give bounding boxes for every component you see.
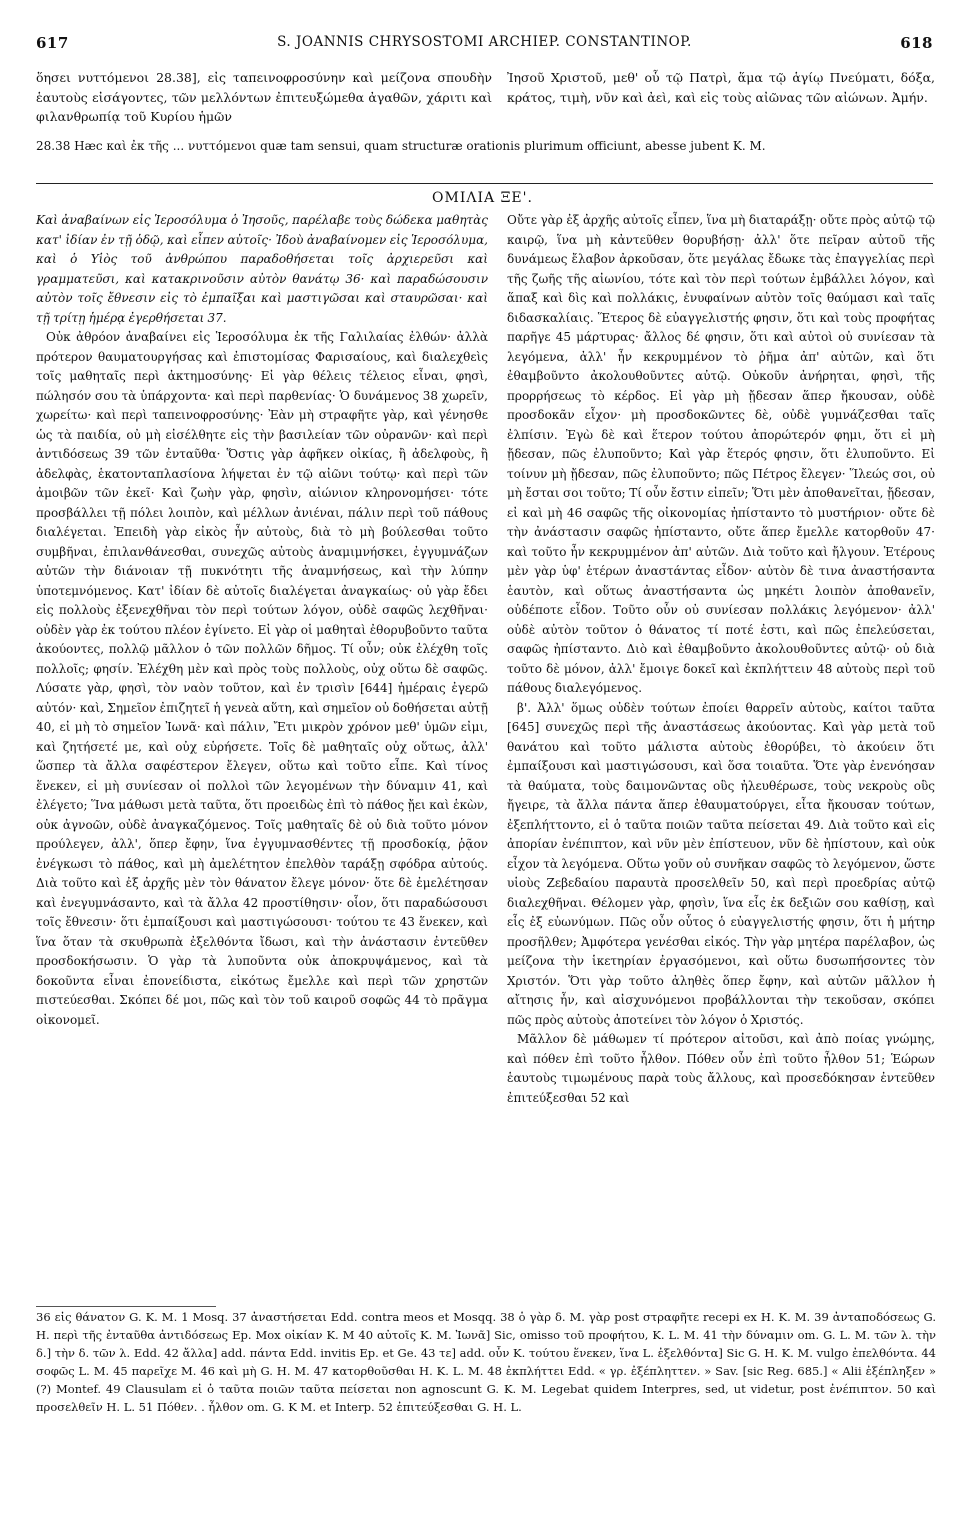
scripture-lemma: Καὶ ἀναβαίνων εἰς Ἱεροσόλυμα ὁ Ἰησοῦς, παρέλαβε τοὺς δώδεκα μαθητὰς κατ' ἰδίαν ἐν τῇ ὁδῷ, καὶ εἶπεν αὐτοῖς· Ἰδοὺ ἀναβαίνομεν εἰς Ἱεροσόλυμα, καὶ ὁ Υἱὸς τοῦ ἀνθρώπου παραδοθήσεται τοῖς ἀρχιερεῦσι καὶ γραμματεῦσι, καὶ κατακρινοῦσιν αὐτὸν θανάτῳ 36· καὶ παραδώσουσιν αὐτὸν τοῖς ἔθνεσιν εἰς τὸ ἐμπαῖξαι καὶ μαστιγῶσαι καὶ σταυρῶσαι· καὶ τῇ τρίτῃ ἡμέρᾳ ἐγερθήσεται 37. — [36, 213, 488, 325]
paragraph: Μᾶλλον δὲ μάθωμεν τί πρότερον αἰτοῦσι, καὶ ἀπὸ ποίας γνώμης, καὶ πόθεν ἐπὶ τοῦτο ἦλθον. Πόθεν οὖν ἐπὶ τοῦτο ἦλθον 51; Ἑώρων ἑαυτοὺς τιμωμένους παρὰ τοὺς ἄλλους, καὶ προσεδόκησαν ἐντεῦθεν ἐπιτεύξεσθαι 52 καὶ — [507, 1032, 935, 1105]
paragraph: β'. Ἀλλ' ὅμως οὐδὲν τούτων ἐποίει θαρρεῖν αὐτοὺς, καίτοι ταῦτα [645] συνεχῶς περὶ τῆς ἀναστάσεως ἀκούοντας. Καὶ γὰρ μετὰ τοῦ θανάτου καὶ τοῦτο μάλιστα αὐτοὺς ἐθορύβει, τὸ ἀκούειν ὅτι ἐμπαίξουσι καὶ μαστιγώσουσι, καὶ ὅσα τοιαῦτα. Ὅτε γὰρ ἐνενόησαν τὰ θαύματα, τοὺς δαιμονῶντας οὓς ἠλευθέρωσε, τοὺς νεκροὺς οὓς ἤγειρε, τὰ ἄλλα πάντα ἅπερ ἐθαυματούργει, εἶτα ἤκουσαν τούτων, ἐξεπλήττοντο, εἰ ὁ ταῦτα ποιῶν ταῦτα πείσεται 49. Διὰ τοῦτο καὶ εἰς ἀπορίαν ἐνέπιπτον, καὶ νῦν μὲν ἐπίστευον, νῦν δὲ ἠπίστουν, καὶ οὐκ εἶχον τὰ λεγόμενα. Οὕτω γοῦν οὐ συνῆκαν σαφῶς τὸ λεγόμενον, ὥστε υἱοὺς Ζεβεδαίου παραυτὰ προσελθεῖν 50, καὶ περὶ προεδρίας αὐτῷ διαλεχθῆναι. Θέλομεν γὰρ, φησὶν, ἵνα εἷς ἐκ δεξιῶν σου καθίσῃ, καὶ εἷς ἐξ εὐωνύμων. Πῶς οὖν οὗτος ὁ εὐαγγελιστής φησιν, ὅτι ἡ μήτηρ προσῆλθεν; Ἀμφότερα γενέσθαι εἰκός. Τὴν γὰρ μητέρα παρέλαβον, ὡς μείζονα τὴν ἱκετηρίαν ἐργασόμενοι, καὶ οὕτω δυσωπήσοντες τὸν Χριστόν. Ὅτι γὰρ τοῦτο ἀληθὲς ὅπερ ἔφην, καὶ αὐτῶν μᾶλλον ἡ αἴτησις ἦν, καὶ αἰσχυνόμενοι προβάλλονται τὴν τεκοῦσαν, σκόπει πῶς πρὸς αὐτοὺς ἀποτείνει τὸν λόγον ὁ Χριστός. — [507, 700, 935, 1027]
paragraph: Οὐκ ἀθρόον ἀναβαίνει εἰς Ἱεροσόλυμα ἐκ τῆς Γαλιλαίας ἐλθών· ἀλλὰ πρότερον θαυματουργήσας καὶ ἐπιστομίσας Φαρισαίους, καὶ διαλεχθεὶς τοῖς μαθηταῖς περὶ ἀκτημοσύνης· Εἰ γὰρ θέλεις τέλειος εἶναι, φησὶ, πώλησόν σου τὰ ὑπάρχοντα· καὶ περὶ παρθενίας· Ὁ δυνάμενος 38 χωρεῖν, χωρείτω· καὶ περὶ ταπεινοφροσύνης· Ἐὰν μὴ στραφῆτε γὰρ, καὶ γένησθε ὡς τὰ παιδία, οὐ μὴ εἰσέλθητε εἰς τὴν βασιλείαν τῶν οὐρανῶν· καὶ περὶ ἀντιδόσεως 39 τῶν ἐνταῦθα· Ὅστις γὰρ ἀφῆκεν οἰκίας, ἢ ἀδελφοὺς, ἢ ἀδελφὰς, ἑκατονταπλασίονα λήψεται ἐν τῷ αἰῶνι τούτῳ· καὶ περὶ τῶν ἀμοιβῶν τῶν ἐκεῖ· Καὶ ζωὴν γὰρ, φησὶν, αἰώνιον κληρονομήσει· τότε προσβάλλει τῇ πόλει λοιπὸν, καὶ μέλλων ἀνιέναι, πάλιν περὶ τοῦ πάθους διαλέγεται. Ἐπειδὴ γὰρ εἰκὸς ἦν αὐτοὺς, διὰ τὸ μὴ βούλεσθαι τοῦτο συμβῆναι, ἐπιλανθάνεσθαι, συνεχῶς αὐτοὺς ἀναμιμνήσκει, ἐγγυμνάζων αὐτῶν τὴν διάνοιαν τῇ πυκνότητι τῆς ἀναμνήσεως, καὶ τὴν λύπην ὑποτεμνόμενος. Κατ' ἰδίαν δὲ αὐτοῖς διαλέγεται ἀναγκαίως· οὐ γὰρ ἔδει εἰς πολλοὺς ἐξενεχθῆναι τὸν περὶ τούτων λόγον, οὐδὲ σαφῶς λεχθῆναι· οὐδὲν γὰρ ἐκ τούτου πλέον ἐγίνετο. Εἰ γὰρ οἱ μαθηταὶ ἐθορυβοῦντο ταῦτα ἀκούοντες, πολλῷ μᾶλλον ὁ τῶν πολλῶν δῆμος. Τί οὖν; οὐκ ἐλέχθη τοῖς πολλοῖς; φησίν. Ἐλέχθη μὲν καὶ πρὸς τοὺς πολλοὺς, οὐχ οὕτω δὲ σαφῶς. Λύσατε γὰρ, φησὶ, τὸν ναὸν τοῦτον, καὶ ἐν τρισὶν [644] ἡμέραις ἐγερῶ αὐτόν· καὶ, Σημεῖον ἐπιζητεῖ ἡ γενεὰ αὕτη, καὶ σημεῖον οὐ δοθήσεται αὐτῇ 40, εἰ μὴ τὸ σημεῖον Ἰωνᾶ· καὶ πάλιν, Ἔτι μικρὸν χρόνον μεθ' ὑμῶν εἰμι, καὶ ζητήσετέ με, καὶ οὐχ εὑρήσετε. Τοῖς δὲ μαθηταῖς οὐχ οὕτως, ἀλλ' ὥσπερ τὰ ἄλλα σαφέστερον ἔλεγεν, οὕτω καὶ τοῦτο εἶπε. Καὶ τίνος ἕνεκεν, εἰ μὴ συνίεσαν οἱ πολλοὶ τῶν λεγομένων τὴν δύναμιν 41, καὶ ἐλέγετο; Ἵνα μάθωσι μετὰ ταῦτα, ὅτι προειδὼς ἐπὶ τὸ πάθος ᾔει καὶ ἑκὼν, οὐκ ἀγνοῶν, οὐδὲ ἀναγκαζόμενος. Τοῖς μαθηταῖς δὲ οὐ διὰ τοῦτο μόνον προύλεγεν, ἀλλ', ὅπερ ἔφην, ἵνα ἐγγυμνασθέντες τῇ προσδοκίᾳ, ῥᾷον ἐνέγκωσι τὸ πάθος, καὶ μὴ ἀμελέτητον ἐπελθὸν ταράξῃ σφόδρα αὐτούς. Διὰ τοῦτο καὶ ἐξ ἀρχῆς μὲν τὸν θάνατον ἔλεγε μόνον· ὅτε δὲ ἐμελέτησαν καὶ ἐνεγυμνάσαντο, καὶ τὰ ἄλλα 42 προστίθησιν· οἷον, ὅτι παραδώσουσι τοῖς ἔθνεσιν· ὅτι ἐμπαίξουσι καὶ μαστιγώσουσι· τούτου τε 43 ἕνεκεν, καὶ ἵνα ὅταν τὰ σκυθρωπὰ ἐξελθόντα ἴδωσι, καὶ τὴν ἀνάστασιν ἐντεῦθεν προσδοκήσωσιν. Ὁ γὰρ τὰ λυποῦντα οὐκ ἀποκρυψάμενος, καὶ τὰ δοκοῦντα εἶναι ἐπονείδιστα, εἰκότως ἔμελλε καὶ περὶ τῶν χρηστῶν πιστεύεσθαι. Σκόπει δέ μοι, πῶς καὶ τὸν τοῦ καιροῦ σοφῶς 44 τὸ πρᾶγμα οἰκονομεῖ. — [36, 330, 488, 1027]
previous-homily-ending-left: ὅησει νυττόμενοι 28.38], εἰς ταπεινοφροσύνην καὶ μείζονα σπουδὴν ἑαυτοὺς εἰσάγοντες, τῶν μελλόντων ἐπιτευξώμεθα ἀγαθῶν, χάριτι καὶ φιλανθρωπίᾳ τοῦ Κυρίου ἡμῶν — [36, 70, 492, 124]
footnote-divider — [36, 1306, 216, 1307]
page-number-right: 618 — [900, 34, 933, 52]
right-column — [507, 211, 935, 1108]
homily-title: ΟΜΙΛΙΑ ΞΕ'. — [432, 190, 533, 206]
left-column — [36, 211, 488, 1030]
footnotes: 36 εἰς θάνατον G. K. M. 1 Mosq. 37 ἀναστήσεται Edd. contra meos et Mosqq. 38 ὁ γὰρ δ. M. γὰρ post στραφῆτε recepi ex H. K. M. 39 ἀνταποδόσεως G. H. περὶ τῆς ἐνταῦθα ἀντιδόσεως Ep. Mox οἰκίαν K. M 40 αὐτοῖς K. M. Ἰωνᾶ] Sic, omisso τοῦ προφήτου, K. L. M. 41 τὴν δύναμιν om. G. L. M. τῶν λ. τὴν δ.] τὴν δ. τῶν λ. Edd. 42 ἄλλα] add. πάντα Edd. invitis Ep. et Ge. 43 τε] add. οὖν K. τούτου ἕνεκεν, ἵνα L. ἐξελθόντα] Sic G. H. K. M. vulgo ἐπελθόντα. 44 σοφῶς L. M. 45 παρεῖχε M. 46 καὶ μὴ G. H. M. 47 κατορθοῦσθαι H. K. L. M. 48 ἐκπλήττει Edd. « γρ. ἐξέπληττεν. » Sav. [sic Reg. 685.] « Alii ἐξέπληξεν » (?) Montef. 49 Clausulam εἰ ὁ ταῦτα ποιῶν ταῦτα πείσεται non agnoscunt G. K. M. Legebat quidem Interpres, sed, ut videtur, post ἐνέπιπτον. 50 καὶ προσελθεῖν H. L. 51 Πόθεν. . ἦλθον om. G. K M. et Interp. 52 ἐπιτεύξεσθαι G. H. L. — [36, 1310, 936, 1414]
paragraph: Οὔτε γὰρ ἐξ ἀρχῆς αὐτοῖς εἶπεν, ἵνα μὴ διαταράξῃ· οὔτε πρὸς αὐτῷ τῷ καιρῷ, ἵνα μὴ κἀντεῦθεν θορυβήσῃ· ἀλλ' ὅτε πεῖραν αὐτοῦ τῆς δυνάμεως ἔλαβον ἀρκοῦσαν, ὅτε μεγάλας ἔδωκε τὰς ἐπαγγελίας περὶ τῆς ζωῆς τῆς αἰωνίου, τότε καὶ τὸν περὶ τούτων ἐμβάλλει λόγον, καὶ ἅπαξ καὶ δὶς καὶ πολλάκις, ἐνυφαίνων αὐτὸν τοῖς θαύμασι καὶ ταῖς διδασκαλίαις. Ἕτερος δὲ εὐαγγελιστής φησιν, ὅτι καὶ τοὺς προφήτας παρῆγε 45 μάρτυρας· ἄλλος δέ φησιν, ὅτι καὶ αὐτοὶ οὐ συνίεσαν τὰ λεγόμενα, ἀλλ' ἦν κεκρυμμένον τὸ ῥῆμα ἀπ' αὐτῶν, καὶ ὅτι ἐθαμβοῦντο ἀκολουθοῦντες αὐτῷ. Οὐκοῦν ἀνήρηται, φησὶ, τῆς προρρήσεως τὸ κέρδος. Εἰ γὰρ μὴ ᾔδεσαν ἅπερ ἤκουσαν, οὐδὲ προσδοκᾶν εἶχον· μὴ προσδοκῶντες δὲ, οὐδὲ γυμνάζεσθαι ταῖς ἐλπίσιν. Ἐγὼ δὲ καὶ ἕτερον τούτου ἀπορώτερόν φημι, ὅτι εἰ μὴ ᾔδεσαν, πῶς ἐλυποῦντο; Καὶ γὰρ ἕτερός φησιν, ὅτι ἐλυποῦντο. Εἰ τοίνυν μὴ ᾔδεσαν, πῶς ἐλυποῦντο; πῶς Πέτρος ἔλεγεν· Ἵλεώς σοι, οὐ μὴ ἔσται σοι τοῦτο; Τί οὖν ἔστιν εἰπεῖν; Ὅτι μὲν ἀποθανεῖται, ᾔδεσαν, εἰ καὶ μὴ 46 σαφῶς τῆς οἰκονομίας ἠπίσταντο τὸ μυστήριον· οὔτε δὲ τὴν ἀνάστασιν σαφῶς ἠπίσταντο, οὔτε ἅπερ ἔμελλε κατορθοῦν 47· καὶ τοῦτο ἦν κεκρυμμένον ἀπ' αὐτῶν. Διὰ τοῦτο καὶ ἤλγουν. Ἑτέρους μὲν γὰρ ὑφ' ἑτέρων ἀναστάντας εἶδον· αὐτὸν δὲ τινα ἀναστήσαντα ἑαυτὸν, καὶ οὕτως ἀναστήσαντα ὡς μηκέτι λοιπὸν ἀποθανεῖν, οὐδέποτε εἶδον. Τοῦτο οὖν οὐ συνίεσαν πολλάκις λεγόμενον· ἀλλ' οὐδὲ αὐτὸν τοῦτον ὁ θάνατος τί ποτέ ἐστι, καὶ πῶς ἐπελεύσεται, σαφῶς ἠπίσταντο. Διὸ καὶ ἐθαμβοῦντο ἀκολουθοῦντες αὐτῷ· οὐ διὰ τοῦτο δὲ μόνον, ἀλλ' ἔμοιγε δοκεῖ καὶ ἐκπλήττειν 48 αὐτοὺς περὶ τοῦ πάθους διαλεγόμενος. — [507, 213, 935, 695]
running-title: S. JOANNIS CHRYSOSTOMI ARCHIEP. CONSTANTINOP. — [277, 34, 692, 50]
previous-homily-note: 28.38 Hæc καὶ ἐκ τῆς ... νυττόμενοι quæ tam sensui, quam structuræ orationis plurimum officiunt, abesse jubent K. M. — [36, 139, 766, 153]
running-header — [36, 34, 933, 58]
previous-homily-ending-right: Ἰησοῦ Χριστοῦ, μεθ' οὗ τῷ Πατρὶ, ἅμα τῷ ἁγίῳ Πνεύματι, δόξα, κράτος, τιμὴ, νῦν καὶ ἀεὶ, καὶ εἰς τοὺς αἰῶνας τῶν αἰώνων. Ἀμήν. — [507, 70, 935, 105]
page-number-left: 617 — [36, 34, 69, 52]
section-divider — [36, 183, 933, 184]
